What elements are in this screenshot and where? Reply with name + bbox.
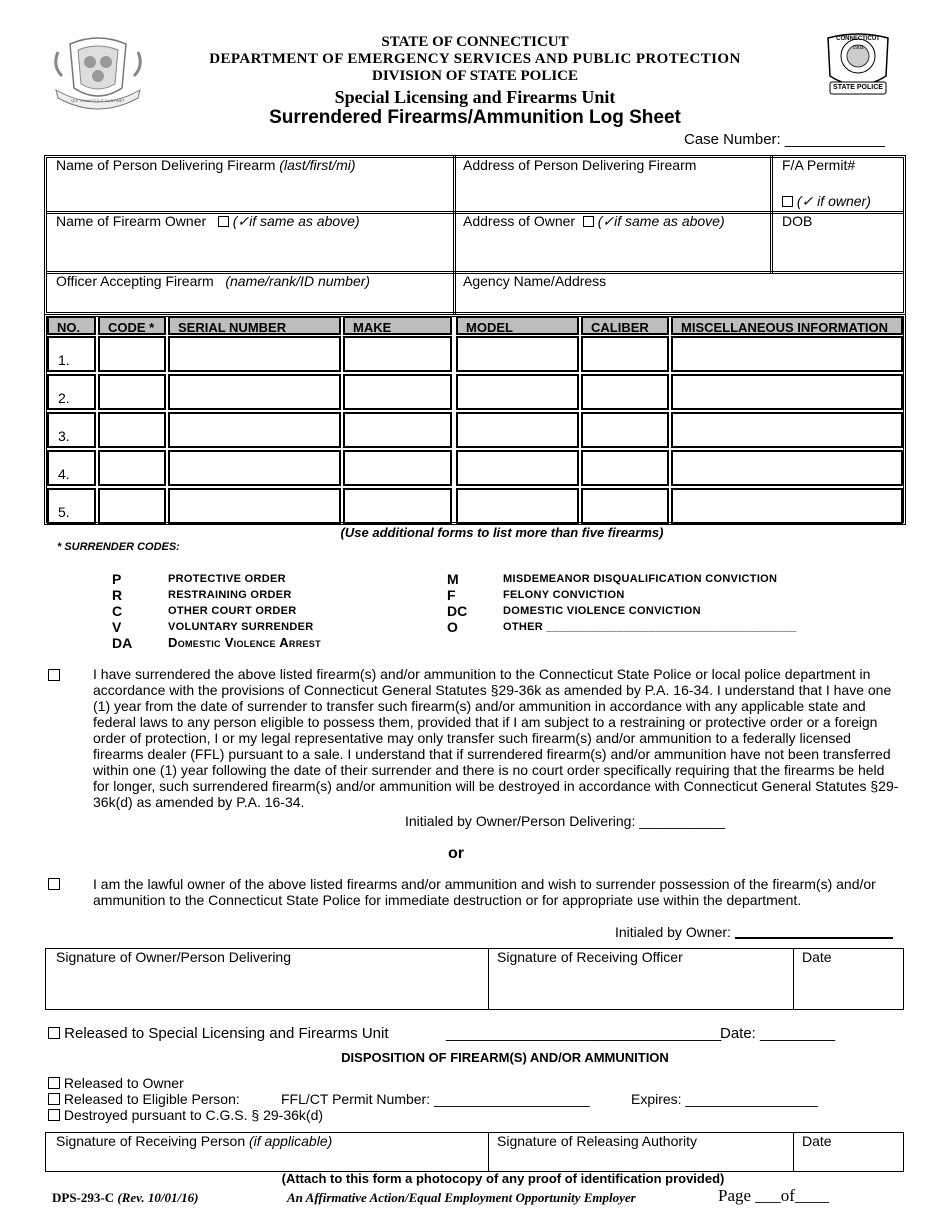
table-input-cell[interactable] <box>168 450 341 486</box>
table-input-cell[interactable] <box>343 488 452 524</box>
badge-year-text: 1903 <box>852 45 864 51</box>
released-slfu-date: Date: _________ <box>720 1025 836 1042</box>
row-number: 1. <box>58 352 70 368</box>
surrender-code: R <box>112 587 123 603</box>
address-owner-label: Address of Owner (✓if same as above) <box>463 213 725 229</box>
table-row-number-cell <box>47 412 96 448</box>
table-input-cell[interactable] <box>98 450 166 486</box>
destroyed-checkbox[interactable]: Destroyed pursuant to C.G.S. § 29-36k(d) <box>48 1107 323 1123</box>
table-row-number-cell <box>47 336 96 372</box>
page-number: Page ___of____ <box>718 1186 829 1205</box>
if-owner-checkbox[interactable]: (✓ if owner) <box>782 193 871 210</box>
case-number: Case Number: ____________ <box>684 131 885 148</box>
table-row-number-cell <box>47 450 96 486</box>
table-input-cell[interactable] <box>168 374 341 410</box>
surrender-code: DC <box>447 603 468 619</box>
surrender-code-description: RESTRAINING ORDER <box>168 589 292 601</box>
address-same-checkbox[interactable] <box>583 216 594 227</box>
table-input-cell[interactable] <box>581 412 669 448</box>
header-unit: Special Licensing and Firearms Unit <box>334 87 616 107</box>
date-label-1: Date <box>802 949 832 965</box>
date-label-2: Date <box>802 1133 832 1149</box>
receiving-person-label: Signature of Receiving Person (if applicable) <box>56 1133 333 1149</box>
table-input-cell[interactable] <box>671 488 903 524</box>
released-slfu-line: _________________________________ <box>446 1025 722 1042</box>
info-grid <box>44 155 906 315</box>
table-input-cell[interactable] <box>98 374 166 410</box>
surrender-code: V <box>112 619 122 635</box>
surrender-code-description: VOLUNTARY SURRENDER <box>168 621 314 633</box>
table-input-cell[interactable] <box>456 450 579 486</box>
permit-number-field: FFL/CT Permit Number: ____________________ <box>281 1091 590 1107</box>
owner-signature-label: Signature of Owner/Person Delivering <box>56 949 292 965</box>
table-input-cell[interactable] <box>581 488 669 524</box>
page-title: Surrendered Firearms/Ammunition Log Sheet <box>269 107 681 128</box>
surrender-code: P <box>112 571 122 587</box>
table-input-cell[interactable] <box>581 336 669 372</box>
initialed-owner: Initialed by Owner: <box>615 924 893 940</box>
badge-label: STATE POLICE <box>833 84 883 91</box>
row-number: 3. <box>58 428 70 444</box>
releasing-authority-label: Signature of Releasing Authority <box>497 1133 698 1149</box>
agency-label: Agency Name/Address <box>463 273 607 289</box>
released-eligible-checkbox[interactable]: Released to Eligible Person: <box>48 1091 240 1107</box>
header-state: STATE OF CONNECTICUT <box>381 34 569 50</box>
fa-permit-label: F/A Permit# <box>782 157 856 173</box>
surrender-code-description: OTHER _______________________________________ <box>503 621 797 633</box>
surrender-code-description: FELONY CONVICTION <box>503 589 625 601</box>
statement-surrender-text: I have surrendered the above listed firearm(s) and/or ammunition to the Connecticut State Police or local police department in accordance with the provisions of Connecticut General Statutes §29-36k as amended by P.A. 16-34. I understand that I have one (1) year from the date of surrender to transfer such firearm(s) and/or ammunition in accordance with any applicable state and federal laws to any person eligible to possess them, provided that if I am subject to a restraining or protective order or a foreign order of protection, I or my legal representative may only transfer such firearm(s) and/or ammunition to a federally licensed firearms dealer (FFL) pursuant to a sale. I understand that if surrendered firearm(s) and/or ammunition have not been transferred within one (1) year following the date of their surrender and there is no court order specifically requiring that the firearms be held for longer, such surrendered firearm(s) and/or ammunition will be destroyed in accordance with Connecticut General Statutes §29-36k(d) as amended by P.A. 16-34. <box>93 666 899 810</box>
expires-field: Expires: _________________ <box>631 1091 818 1107</box>
surrender-code-description: OTHER COURT ORDER <box>168 605 297 617</box>
row-number: 5. <box>58 504 70 520</box>
dob-label: DOB <box>782 213 813 229</box>
table-header-cell: MISCELLANEOUS INFORMATION <box>671 316 903 335</box>
table-input-cell[interactable] <box>343 336 452 372</box>
table-input-cell[interactable] <box>456 412 579 448</box>
table-input-cell[interactable] <box>98 412 166 448</box>
row-number: 2. <box>58 390 70 406</box>
table-header-cell: CALIBER <box>581 316 669 335</box>
table-input-cell[interactable] <box>456 488 579 524</box>
table-input-cell[interactable] <box>671 412 903 448</box>
table-input-cell[interactable] <box>168 488 341 524</box>
surrender-code: F <box>447 587 456 603</box>
table-input-cell[interactable] <box>343 450 452 486</box>
firearm-owner-label: Name of Firearm Owner (✓if same as above) <box>56 213 360 229</box>
codes-title: * SURRENDER CODES: <box>57 541 180 553</box>
disposition-title: DISPOSITION OF FIREARM(S) AND/OR AMMUNITION <box>341 1050 669 1065</box>
person-delivering-label: Name of Person Delivering Firearm (last/first/mi) <box>56 157 356 173</box>
surrender-code: C <box>112 603 123 619</box>
row-number: 4. <box>58 466 70 482</box>
surrender-code-description: DOMESTIC VIOLENCE CONVICTION <box>503 605 701 617</box>
badge-top-text: CONNECTICUT <box>836 36 880 42</box>
released-slfu-checkbox[interactable]: Released to Special Licensing and Firearms Unit <box>48 1025 389 1042</box>
surrender-code: O <box>447 619 458 635</box>
table-input-cell[interactable] <box>343 374 452 410</box>
table-input-cell[interactable] <box>343 412 452 448</box>
attach-note: (Attach to this form a photocopy of any proof of identification provided) <box>281 1171 725 1186</box>
statement-owner-checkbox[interactable] <box>48 878 60 890</box>
table-input-cell[interactable] <box>98 336 166 372</box>
table-input-cell[interactable] <box>581 374 669 410</box>
statement-surrender-checkbox[interactable] <box>48 669 60 681</box>
surrender-code-description: MISDEMEANOR DISQUALIFICATION CONVICTION <box>503 573 778 585</box>
table-input-cell[interactable] <box>98 488 166 524</box>
eeo-statement: An Affirmative Action/Equal Employment Opportunity Employer <box>287 1190 636 1205</box>
surrender-code: M <box>447 571 459 587</box>
table-input-cell[interactable] <box>671 450 903 486</box>
table-input-cell[interactable] <box>456 374 579 410</box>
table-header-cell: SERIAL NUMBER <box>168 316 341 335</box>
table-input-cell[interactable] <box>671 374 903 410</box>
officer-accepting-label: Officer Accepting Firearm (name/rank/ID number) <box>56 273 371 289</box>
receiving-officer-label: Signature of Receiving Officer <box>497 949 683 965</box>
surrender-code: DA <box>112 635 133 651</box>
seal-motto: QUI TRANSTULIT SUSTINET <box>71 98 125 103</box>
owner-same-checkbox[interactable] <box>218 216 229 227</box>
table-note: (Use additional forms to list more than five firearms) <box>340 525 664 540</box>
header-division: DIVISION OF STATE POLICE <box>371 68 578 84</box>
table-header-cell: MAKE <box>343 316 452 335</box>
table-header-cell: NO. <box>47 316 96 335</box>
surrender-code-description: Domestic Violence Arrest <box>168 635 321 650</box>
surrender-code-description: PROTECTIVE ORDER <box>168 573 286 585</box>
table-input-cell[interactable] <box>581 450 669 486</box>
or-divider: or <box>448 845 464 862</box>
table-header-cell: MODEL <box>456 316 579 335</box>
initialed-delivering: Initialed by Owner/Person Delivering: ___________ <box>405 813 725 829</box>
table-row-number-cell <box>47 374 96 410</box>
table-row-number-cell <box>47 488 96 524</box>
table-header-cell: CODE * <box>98 316 166 335</box>
header-department: DEPARTMENT OF EMERGENCY SERVICES AND PUBLIC PROTECTION <box>209 51 741 67</box>
statement-owner-text: I am the lawful owner of the above listed firearms and/or ammunition and wish to surrender possession of the firearm(s) and/or ammunition to the Connecticut State Police for immediate destruction or for appropriate use within the department. <box>93 876 876 908</box>
form-id: DPS-293-C (Rev. 10/01/16) <box>52 1190 199 1205</box>
table-input-cell[interactable] <box>168 412 341 448</box>
table-input-cell[interactable] <box>168 336 341 372</box>
table-input-cell[interactable] <box>456 336 579 372</box>
released-owner-checkbox[interactable]: Released to Owner <box>48 1075 184 1091</box>
table-input-cell[interactable] <box>671 336 903 372</box>
address-delivering-label: Address of Person Delivering Firearm <box>463 157 697 173</box>
